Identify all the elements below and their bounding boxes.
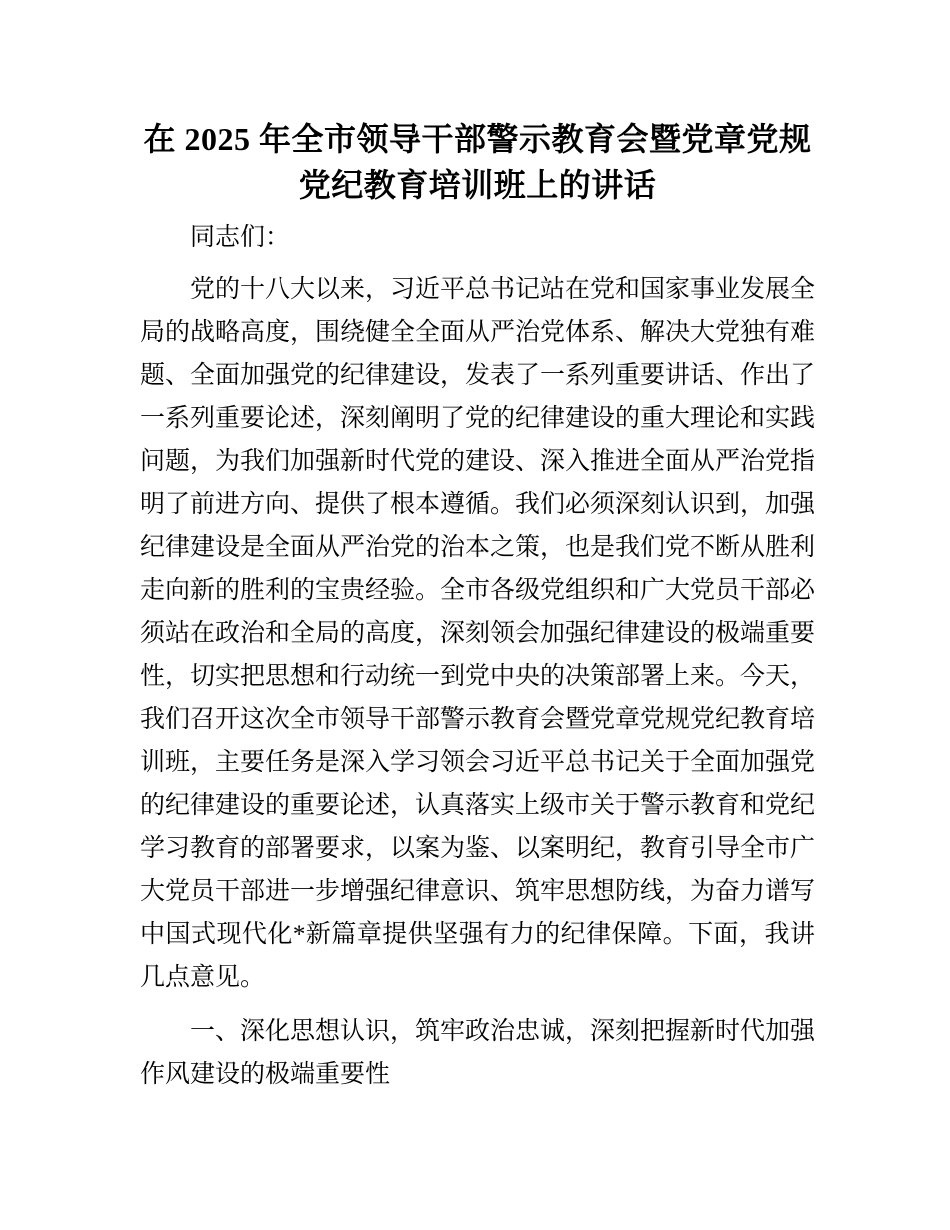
document-title-line2: 党纪教育培训班上的讲话 xyxy=(298,167,657,203)
section-heading: 一、深化思想认识，筑牢政治忠诚，深刻把握新时代加强作风建设的极端重要性 xyxy=(140,1018,816,1088)
body-paragraph: 党的十八大以来，习近平总书记站在党和国家事业发展全局的战略高度，围绕健全全面从严治党体系、解决大党独有难题、全面加强党的纪律建设，发表了一系列重要讲话、作出了一系列重要论述，深刻阐明了党的纪律建设的重大理论和实践问题，为我们加强新时代党的建设、深入推进全面从严治党指明了前进方向、提供了根本遵循。我们必须深刻认识到，加强纪律建设是全面从严治党的治本之策，也是我们党不断从胜利走向新的胜利的宝贵经验。全市各级党组织和广大党员干部必须站在政治和全局的高度，深刻领会加强纪律建设的极端重要性，切实把思想和行动统一到党中央的决策部署上来。今天，我们召开这次全市领导干部警示教育会暨党章党规党纪教育培训班，主要任务是深入学习领会习近平总书记关于全面加强党的纪律建设的重要论述，认真落实上级市关于警示教育和党纪学习教育的部署要求，以案为鉴、以案明纪，教育引导全市广大党员干部进一步增强纪律意识、筑牢思想防线，为奋力谱写中国式现代化*新篇章提供坚强有力的纪律保障。下面，我讲几点意见。 xyxy=(140,276,816,991)
document-title xyxy=(140,116,815,208)
salutation-paragraph: 同志们： xyxy=(190,224,291,251)
document-title-line1: 在 2025 年全市领导干部警示教育会暨党章党规 xyxy=(143,121,812,157)
